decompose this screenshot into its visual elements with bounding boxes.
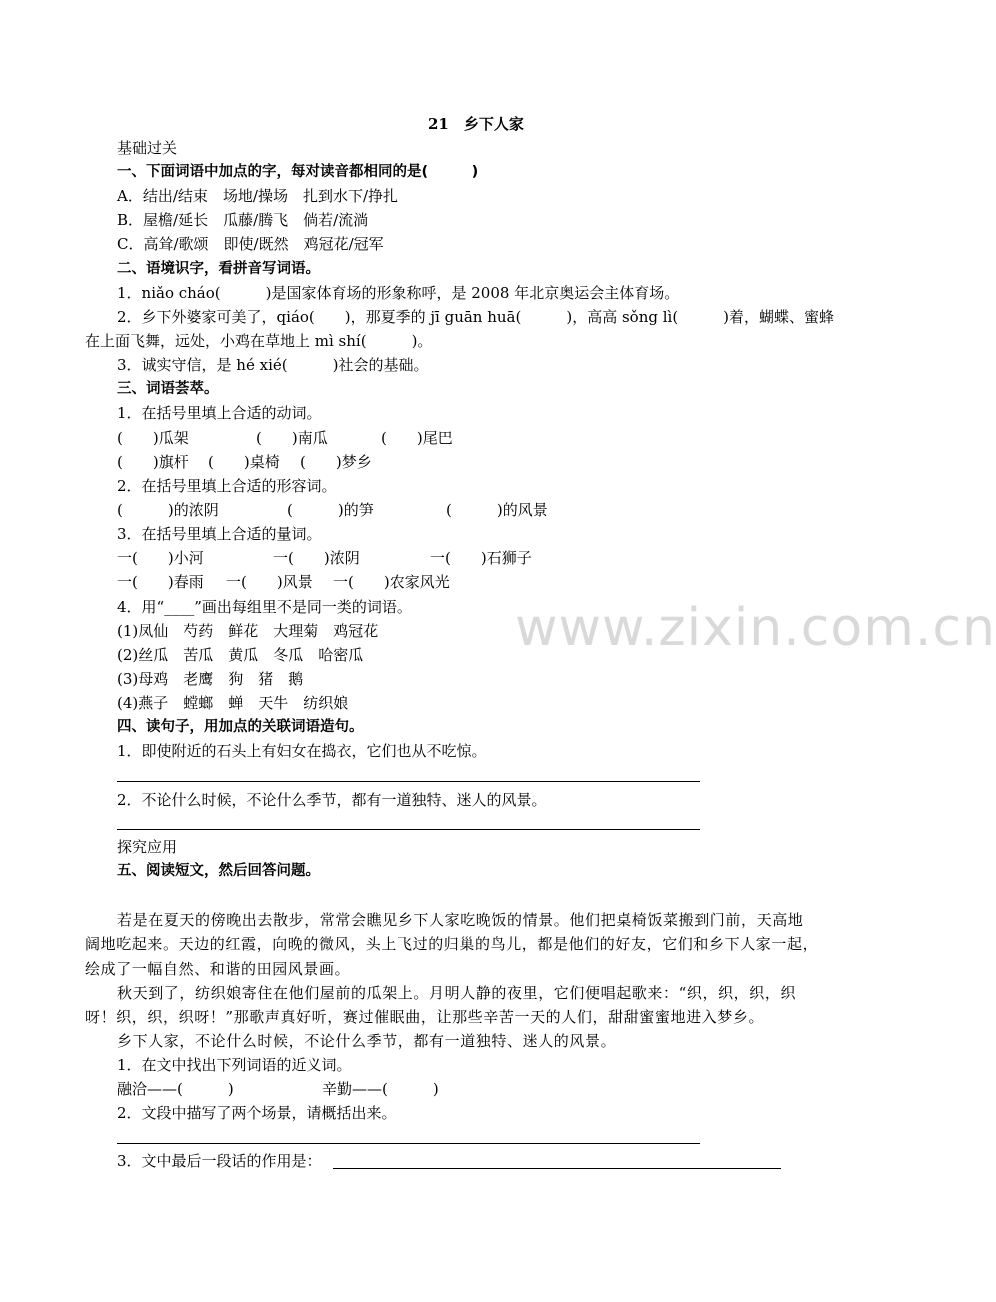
passage-line: 绘成了一幅自然、和谐的田园风景画。 [85, 960, 351, 978]
answer-line[interactable] [333, 1168, 781, 1169]
passage-line: 若是在夏天的傍晚出去散步，常常会瞧见乡下人家吃晚饭的情景。他们把桌椅饭菜搬到门前，天高地 [117, 911, 804, 929]
q3-verb-item: ( )尾巴 [381, 429, 453, 447]
q3-verb-item: ( )南瓜 [256, 429, 328, 447]
q3-heading: 三、词语荟萃。 [117, 381, 219, 397]
page-title: 21 乡下人家 [428, 115, 524, 133]
q4-heading: 四、读句子，用加点的关联词语造句。 [117, 719, 364, 735]
q3-measure-item: 一( )春雨 [117, 573, 204, 591]
answer-line[interactable] [117, 1143, 700, 1144]
q3-measure-item: 一( )农家风光 [333, 573, 450, 591]
q5-sub-1: 1．在文中找出下列词语的近义词。 [117, 1056, 352, 1074]
q5-sub-3: 3．文中最后一段话的作用是： [117, 1152, 322, 1170]
q3-verb-item: ( )瓜架 [117, 429, 189, 447]
q4-item-1: 1．即使附近的石头上有妇女在捣衣，它们也从不吃惊。 [117, 742, 487, 760]
q3-group-3: (3)母鸡 老鹰 狗 猪 鹅 [117, 670, 304, 688]
q2-item-2-cont: 在上面飞舞，远处，小鸡在草地上 mì shí( )。 [85, 332, 433, 350]
q3-sub-2: 2．在括号里填上合适的形容词。 [117, 477, 337, 495]
q1-option-b: B．屋檐/延长 瓜藤/腾飞 倘若/流淌 [117, 211, 369, 229]
answer-line[interactable] [117, 829, 700, 830]
q2-item-3: 3．诚实守信，是 hé xié( )社会的基础。 [117, 356, 429, 374]
q2-item-2: 2．乡下外婆家可美了，qiáo( )，那夏季的 jī guān huā( )，高高 sǒng lì( )着，蝴蝶、蜜蜂 [117, 308, 835, 326]
q5-heading: 五、阅读短文，然后回答问题。 [117, 863, 320, 879]
q3-adj-item: ( )的浓阴 [117, 501, 219, 519]
q1-option-a: A．结出/结束 场地/操场 扎到水下/挣扎 [117, 187, 398, 205]
passage-line: 乡下人家，不论什么时候，不论什么季节，都有一道独特、迷人的风景。 [117, 1032, 617, 1050]
q3-group-1: (1)凤仙 芍药 鲜花 大理菊 鸡冠花 [117, 622, 379, 640]
q5-synonym-item: 辛勤——( ) [322, 1080, 439, 1098]
q3-measure-item: 一( )风景 [226, 573, 313, 591]
section-explore: 探究应用 [117, 838, 178, 856]
q3-verb-item: ( )梦乡 [300, 453, 372, 471]
q1-option-c: C．高耸/歌颂 即使/既然 鸡冠花/冠军 [117, 235, 384, 253]
section-basic: 基础过关 [117, 139, 178, 157]
q2-item-1: 1．niǎo cháo( )是国家体育场的形象称呼，是 2008 年北京奥运会主体育场。 [117, 284, 680, 302]
q3-verb-item: ( )旗杆 [117, 453, 189, 471]
q3-sub-1: 1．在括号里填上合适的动词。 [117, 404, 322, 422]
q5-synonym-item: 融洽——( ) [117, 1080, 234, 1098]
passage-line: 秋天到了，纺织娘寄住在他们屋前的瓜架上。月明人静的夜里，它们便唱起歌来：“织，织，织，织 [117, 984, 797, 1002]
q2-heading: 二、语境识字，看拼音写词语。 [117, 261, 320, 277]
q1-heading: 一、下面词语中加点的字，每对读音都相同的是( ) [117, 164, 479, 180]
passage-line: 阔地吃起来。天边的红霞，向晚的微风，头上飞过的归巢的鸟儿，都是他们的好友，它们和乡下人家一起， [85, 935, 819, 953]
q3-group-4: (4)燕子 螳螂 蝉 天牛 纺织娘 [117, 694, 349, 712]
q3-measure-item: 一( )小河 [117, 549, 204, 567]
watermark: www.zixin.com.cn [515, 598, 996, 658]
q3-sub-3: 3．在括号里填上合适的量词。 [117, 525, 322, 543]
answer-line[interactable] [117, 781, 700, 782]
q3-adj-item: ( )的笋 [287, 501, 374, 519]
q4-item-2: 2．不论什么时候，不论什么季节，都有一道独特、迷人的风景。 [117, 791, 547, 809]
q3-sub-4: 4．用“____”画出每组里不是同一类的词语。 [117, 598, 412, 616]
passage-line: 呀！织，织，织呀！”那歌声真好听，赛过催眠曲，让那些辛苦一天的人们，甜甜蜜蜜地进入梦乡。 [85, 1008, 765, 1026]
q3-group-2: (2)丝瓜 苦瓜 黄瓜 冬瓜 哈密瓜 [117, 646, 364, 664]
q3-verb-item: ( )桌椅 [208, 453, 280, 471]
q3-measure-item: 一( )石狮子 [430, 549, 532, 567]
q3-measure-item: 一( )浓阴 [273, 549, 360, 567]
q3-adj-item: ( )的风景 [446, 501, 548, 519]
q5-sub-2: 2．文段中描写了两个场景，请概括出来。 [117, 1104, 397, 1122]
